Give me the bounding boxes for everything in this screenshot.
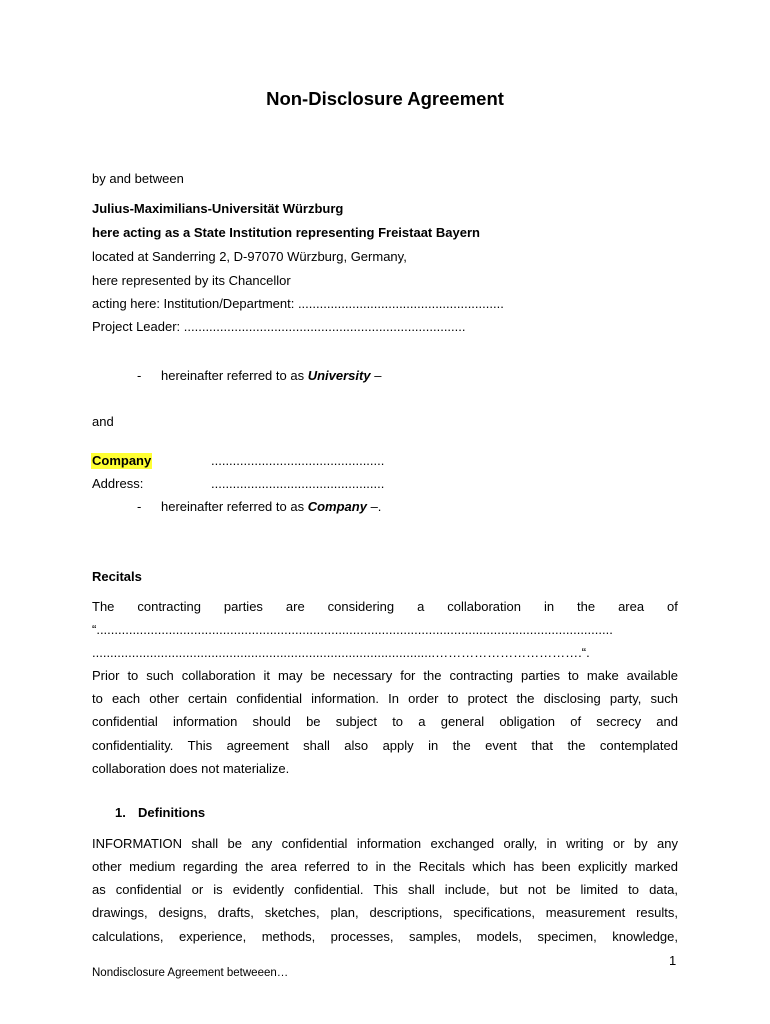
definitions-line-3: as confidential or is evidently confidential. This shall include, but not be limited to data, <box>92 882 678 897</box>
company-label: Company <box>92 453 152 468</box>
definitions-line-2: other medium regarding the area referred to in the Recitals which has been explicitly marked <box>92 859 678 874</box>
university-acting: here acting as a State Institution representing Freistaat Bayern <box>92 225 480 240</box>
hereinafter-prefix: hereinafter referred to as <box>161 499 305 514</box>
recitals-line-8: collaboration does not materialize. <box>92 761 290 776</box>
definitions-number: 1. <box>115 805 126 820</box>
university-hereinafter <box>161 368 381 384</box>
page-number: 1 <box>669 953 677 968</box>
address-label: Address: <box>92 476 144 491</box>
recitals-word: The <box>92 599 115 614</box>
definitions-line-5: calculations, experience, methods, processes, samples, models, specimen, knowledge, <box>92 929 678 944</box>
and-text: and <box>92 414 114 429</box>
institution-department-line: acting here: Institution/Department: ......................................................... <box>92 296 504 311</box>
company-dots: ................................................ <box>211 453 385 468</box>
recitals-word: area <box>618 599 645 614</box>
recitals-word: of <box>667 599 678 614</box>
hereinafter-term-university: University <box>307 368 371 383</box>
university-represented: here represented by its Chancellor <box>92 273 291 288</box>
company-hereinafter <box>161 499 381 515</box>
recitals-line-2: “............................................................................................................................................... <box>92 622 613 637</box>
recitals-word: considering <box>327 599 395 614</box>
company-dash: - <box>137 499 142 514</box>
recitals-line-7: confidentiality. This agreement shall also apply in the event that the contemplated <box>92 738 678 753</box>
hereinafter-prefix: hereinafter referred to as <box>161 368 305 383</box>
document-title: Non-Disclosure Agreement <box>266 88 504 109</box>
definitions-line-1: INFORMATION shall be any confidential information exchanged orally, in writing or by any <box>92 836 678 851</box>
recitals-word: in <box>543 599 555 614</box>
hereinafter-suffix: –. <box>370 499 382 514</box>
address-dots: ................................................ <box>211 476 385 491</box>
recitals-line-4: Prior to such collaboration it may be necessary for the contracting parties to make available <box>92 668 678 683</box>
page-footer: Nondisclosure Agreement betweeen… <box>92 967 289 979</box>
recitals-line-3: ...............................................................................................…………………………….“. <box>92 645 590 660</box>
project-leader-line: Project Leader: .............................................................................. <box>92 319 466 334</box>
hereinafter-suffix: – <box>374 368 382 383</box>
recitals-word: collaboration <box>447 599 521 614</box>
university-name: Julius-Maximilians-Universität Würzburg <box>92 201 344 216</box>
definitions-line-4: drawings, designs, drafts, sketches, plan, descriptions, specifications, measurement results, <box>92 905 678 920</box>
recitals-line-1 <box>92 599 678 615</box>
recitals-line-5: to each other certain confidential information. In order to protect the disclosing party, such <box>92 691 678 706</box>
recitals-word: the <box>577 599 596 614</box>
recitals-line-6: confidential information should be subject to a general obligation of secrecy and <box>92 714 678 729</box>
hereinafter-term-company: Company <box>307 499 367 514</box>
recitals-word: are <box>285 599 305 614</box>
recitals-heading: Recitals <box>92 569 142 584</box>
university-location: located at Sanderring 2, D-97070 Würzburg, Germany, <box>92 249 407 264</box>
recitals-word: a <box>417 599 425 614</box>
intro-text: by and between <box>92 171 184 186</box>
university-dash: - <box>137 368 142 383</box>
recitals-word: parties <box>223 599 263 614</box>
definitions-heading: Definitions <box>138 805 206 820</box>
recitals-word: contracting <box>137 599 201 614</box>
